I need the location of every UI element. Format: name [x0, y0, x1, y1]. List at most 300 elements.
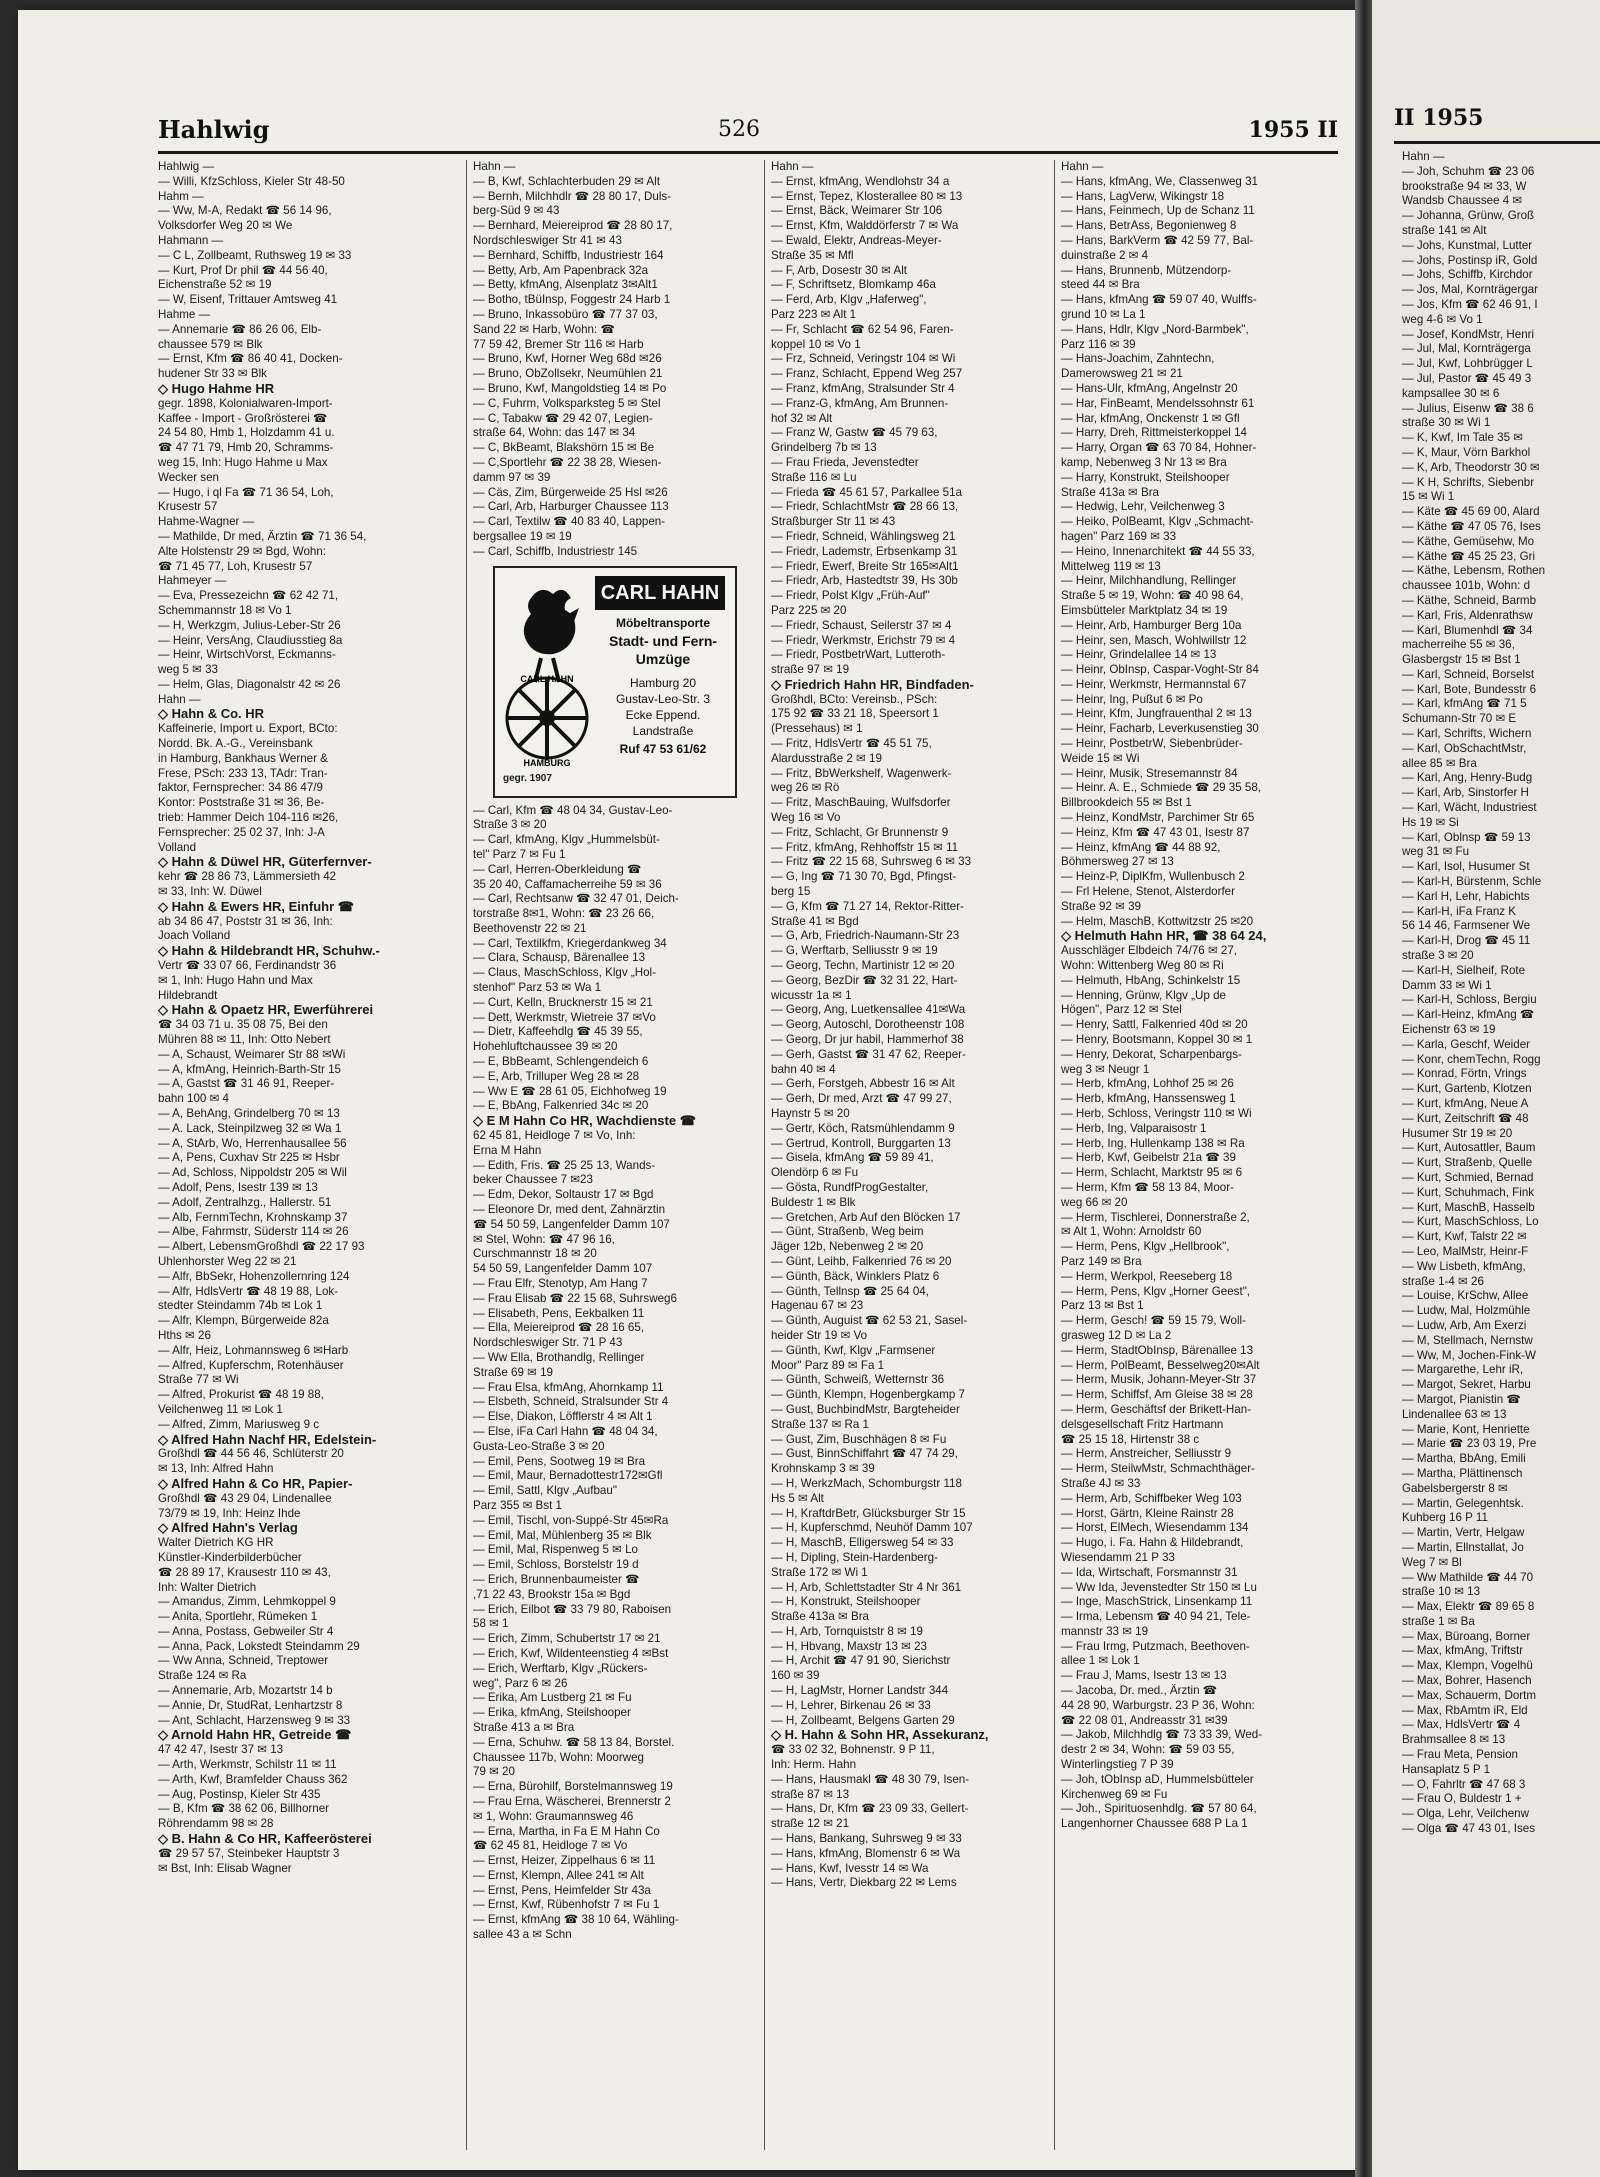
directory-entry-line: weg", Parz 6 ✉ 26 — [473, 1676, 568, 1690]
directory-entry-line: — Herm, PolBeamt, Besselweg20✉Alt — [1061, 1358, 1260, 1372]
directory-entry-line: — Annemarie, Arb, Mozartstr 14 b — [158, 1684, 333, 1698]
directory-entry-line: — Frl Helene, Stenot, Alsterdorfer — [1061, 885, 1235, 899]
directory-entry-line: Parz 13 ✉ Bst 1 — [1061, 1299, 1144, 1313]
directory-entry-line: delsgesellschaft Fritz Hartmann — [1061, 1417, 1224, 1431]
directory-entry-line: Wohn: Wittenberg Weg 80 ✉ Ri — [1061, 959, 1224, 973]
directory-entry-line: — Alfr, Heiz, Lohmannsweg 6 ✉Harb — [158, 1343, 349, 1357]
directory-entry-line: weg 26 ✉ Rö — [771, 781, 840, 795]
directory-entry-line: — Carl, Textilkfm, Kriegerdankweg 34 — [473, 936, 667, 950]
directory-entry-line: Jäger 12b, Nebenweg 2 ✉ 20 — [771, 1240, 924, 1254]
directory-entry-line: Röhrendamm 98 ✉ 28 — [158, 1817, 274, 1831]
directory-entry-line: hof 32 ✉ Alt — [771, 411, 833, 425]
directory-entry-line: — Harry, Dreh, Rittmeisterkoppel 14 — [1061, 426, 1247, 440]
directory-entry-line: — Karl, ObSchachtMstr, — [1402, 741, 1527, 755]
directory-entry-line: — Emil, Sattl, Klgv „Aufbau" — [473, 1484, 617, 1498]
ad-line: Umzüge — [635, 650, 691, 667]
directory-entry-line: ✉ 33, Inh: W. Düwel — [158, 885, 262, 899]
directory-entry-line: stenhof" Parz 53 ✉ Wa 1 — [473, 981, 602, 995]
directory-entry-line: — H, WerkzMach, Schomburgstr 118 — [771, 1476, 962, 1490]
directory-entry-line: faktor, Fernsprecher: 34 86 47/9 — [158, 781, 323, 795]
directory-entry-line: — Heinr, Facharb, Leverkusenstieg 30 — [1061, 722, 1259, 736]
directory-entry-line: 44 28 90, Warburgstr. 23 P 36, Wohn: — [1061, 1698, 1255, 1712]
directory-entry-line: — Fritz, Schlacht, Gr Brunnenstr 9 — [771, 825, 949, 839]
ad-line: Gustav-Leo-Str. 3 — [615, 691, 711, 706]
directory-entry-line: — Carl, kfmAng, Klgv „Hummelsbüt- — [473, 833, 660, 847]
directory-entry-line: — Friedr, PostbetrWart, Lutteroth- — [771, 648, 946, 662]
directory-entry-line: — Herm, Schiffsf, Am Gleise 38 ✉ 28 — [1061, 1388, 1253, 1402]
directory-entry-line: — Gust, Zim, Buschhägen 8 ✉ Fu — [771, 1432, 947, 1446]
directory-entry-line: — Olga, Lehr, Veilchenw — [1402, 1807, 1529, 1821]
directory-entry-line: — A, StArb, Wo, Herrenhausallee 56 — [158, 1136, 347, 1150]
directory-entry-line: — Frau Erna, Wäscherei, Brennerstr 2 — [473, 1794, 671, 1808]
directory-entry-line: — Carl, Schiffb, Industriestr 145 — [473, 544, 638, 558]
directory-entry-line: — Herb, Kwf, Geibelstr 21a ☎ 39 — [1061, 1151, 1236, 1165]
directory-entry-line: — Julius, Eisenw ☎ 38 6 — [1402, 401, 1534, 415]
directory-entry-line: duinstraße 2 ✉ 4 — [1061, 248, 1149, 262]
directory-entry-line: macherreihe 55 ✉ 36, — [1402, 638, 1515, 652]
directory-entry-line: Högen", Parz 12 ✉ Stel — [1061, 1003, 1182, 1017]
directory-entry-line: Husumer Str 19 ✉ 20 — [1402, 1126, 1513, 1140]
directory-entry-line: — Karl-H, Sielheif, Rote — [1402, 963, 1526, 977]
directory-entry-line: — Helm, Glas, Diagonalstr 42 ✉ 26 — [158, 677, 341, 691]
directory-entry-line: — Bruno, ObZollsekr, Neumühlen 21 — [473, 367, 663, 381]
directory-entry-line: ☎ 54 50 59, Langenfelder Damm 107 — [473, 1217, 670, 1231]
directory-entry-line: — Heinr, WirtschVorst, Eckmanns- — [158, 648, 336, 662]
directory-entry-line: — Fr, Schlacht ☎ 62 54 96, Faren- — [771, 322, 954, 336]
directory-entry-line: Hahlwig — — [158, 160, 215, 173]
directory-entry-line: — Franz W, Gastw ☎ 45 79 63, — [771, 426, 938, 440]
directory-entry-line: — Hans, Hausmakl ☎ 48 30 79, Isen- — [771, 1772, 970, 1786]
directory-entry-line: Parz 225 ✉ 20 — [771, 603, 847, 617]
directory-entry-line: — Horst, Gärtn, Kleine Rainstr 28 — [1061, 1506, 1234, 1520]
directory-entry-line: Vertr ☎ 33 07 66, Ferdinandstr 36 — [158, 959, 337, 973]
directory-entry-line: — Franz-G, kfmAng, Am Brunnen- — [771, 396, 949, 410]
directory-entry-line: Hahn — — [1402, 150, 1445, 163]
directory-entry-line: — Helm, MaschB, Kottwitzstr 25 ✉20 — [1061, 914, 1254, 928]
directory-entry-line: — Edm, Dekor, Soltaustr 17 ✉ Bgd — [473, 1188, 654, 1202]
directory-entry-line: — Kurt, Autosattler, Baum — [1402, 1141, 1536, 1155]
directory-entry-line: — Ernst, Klempn, Allee 241 ✉ Alt — [473, 1868, 644, 1882]
directory-entry-line: — Alfr, BbSekr, Hohenzollernring 124 — [158, 1269, 350, 1283]
directory-entry-line: — Erich, Kwf, Wildenteenstieg 4 ✉Bst — [473, 1646, 669, 1660]
directory-entry-line: — Elisabeth, Pens, Eekbalken 11 — [473, 1306, 645, 1320]
directory-entry-line: — Karl-H, Bürstenm, Schle — [1402, 875, 1542, 889]
directory-entry-line: — E, BbAng, Falkenried 34c ✉ 20 — [473, 1099, 649, 1113]
directory-entry-line: 175 92 ☎ 33 21 18, Speersort 1 — [771, 707, 939, 721]
directory-entry-line: — Fritz, HdlsVertr ☎ 45 51 75, — [771, 737, 932, 751]
directory-entry-line: — Margot, Sekret, Harbu — [1402, 1378, 1531, 1392]
directory-entry-line: Hahn — — [158, 692, 201, 706]
directory-entry-line: — Kurt, Zeitschrift ☎ 48 — [1402, 1111, 1529, 1125]
directory-entry-line: Hahmeyer — — [158, 574, 227, 588]
directory-entry-line: Inh: Herm. Hahn — [771, 1758, 857, 1772]
directory-entry-line: — Hans, Hdlr, Klgv „Nord-Barmbek", — [1061, 322, 1249, 336]
directory-entry-line: straße 10 ✉ 13 — [1402, 1585, 1481, 1599]
directory-entry-line: — Heiko, PolBeamt, Klgv „Schmacht- — [1061, 515, 1254, 529]
directory-entry-line: — Horst, ElMech, Wiesendamm 134 — [1061, 1521, 1249, 1535]
directory-entry-line: — H, Archit ☎ 47 91 90, Sierichstr — [771, 1654, 951, 1668]
directory-entry-line: — Margot, Pianistin ☎ — [1402, 1392, 1521, 1406]
directory-entry-line: Großhdl ☎ 44 56 46, Schlüterstr 20 — [158, 1447, 344, 1461]
directory-entry-line: — C L, Zollbeamt, Ruthsweg 19 ✉ 33 — [158, 248, 352, 262]
directory-entry-line: Straße 3 ✉ 20 — [473, 818, 547, 832]
directory-entry-line: — E, Arb, Trilluper Weg 28 ✉ 28 — [473, 1069, 640, 1083]
directory-entry-line: — Ferd, Arb, Klgv „Haferweg", — [771, 293, 927, 307]
directory-entry-line: — Fritz, kfmAng, Rehhoffstr 15 ✉ 11 — [771, 840, 959, 854]
carl-hahn-advertisement — [493, 566, 737, 798]
directory-entry-line: — Annie, Dr, StudRat, Lenhartzstr 8 — [158, 1698, 343, 1712]
directory-entry-line: — Martin, Vertr, Helgaw — [1402, 1526, 1525, 1540]
directory-entry-line: Grindelberg 7b ✉ 13 — [771, 441, 877, 455]
directory-entry-line: — Bruno, Kwf, Mangoldstieg 14 ✉ Po — [473, 381, 667, 395]
directory-entry-line: Krusestr 57 — [158, 500, 218, 514]
directory-entry-line: — Erna, Bürohilf, Borstelmannsweg 19 — [473, 1780, 673, 1794]
directory-entry-line: 79 ✉ 20 — [473, 1765, 515, 1779]
directory-entry-line: — F, Arb, Dosestr 30 ✉ Alt — [771, 263, 908, 277]
directory-entry-line: straße 30 ✉ Wi 1 — [1402, 416, 1491, 430]
directory-entry-line: Straße 413 a ✉ Bra — [473, 1720, 575, 1734]
directory-entry-line: — Friedr, Polst Klgv „Früh-Auf" — [771, 589, 930, 603]
directory-entry-line: — Edith, Fris. ☎ 25 25 13, Wands- — [473, 1158, 656, 1172]
directory-entry-line: Straße 413a ✉ Bra — [1061, 485, 1160, 499]
directory-entry-line: Straße 137 ✉ Ra 1 — [771, 1417, 870, 1431]
directory-entry-line: Straße 172 ✉ Wi 1 — [771, 1565, 868, 1579]
directory-entry-line: — Ww Ella, Brothandlg, Rellinger — [473, 1351, 645, 1364]
directory-entry-line: — Herb, Ing, Hullenkamp 138 ✉ Ra — [1061, 1136, 1245, 1150]
directory-entry-line: ◇ Helmuth Hahn HR, ☎ 38 64 24, — [1061, 929, 1267, 944]
directory-entry-line: Nordd. Bk. A.-G., Vereinsbank — [158, 737, 313, 751]
directory-entry-line: Krohnskamp 3 ✉ 39 — [771, 1462, 875, 1476]
directory-entry-line: — Herm, Pens, Klgv „Hellbrook", — [1061, 1240, 1230, 1254]
directory-entry-line: — Friedr, SchlachtMstr ☎ 28 66 13, — [771, 500, 959, 514]
directory-entry-line: Haynstr 5 ✉ 20 — [771, 1107, 850, 1120]
column-5 — [1402, 150, 1600, 2150]
ad-title: CARL HAHN — [595, 576, 725, 610]
directory-entry-line: — Konr, chemTechn, Rogg — [1402, 1052, 1541, 1066]
directory-entry-line: — Heinr, Ing, Pußut 6 ✉ Po — [1061, 692, 1203, 706]
directory-entry-line: — Harry, Konstrukt, Steilshooper — [1061, 470, 1230, 484]
directory-entry-line: — Karl, Isol, Husumer St — [1402, 860, 1530, 874]
directory-entry-line: Moor" Parz 89 ✉ Fa 1 — [771, 1358, 885, 1372]
directory-entry-line: — Aug, Postinsp, Kieler Str 435 — [158, 1787, 321, 1801]
directory-entry-line: 77 59 42, Bremer Str 116 ✉ Harb — [473, 337, 644, 351]
directory-entry-line: — Ww, M, Jochen-Fink-W — [1402, 1348, 1536, 1362]
directory-entry-line: Kaffee - Import - Großrösterei ☎ — [158, 411, 328, 425]
directory-entry-line: — Martha, BbAng, Emili — [1402, 1452, 1526, 1466]
directory-entry-line: ◇ B. Hahn & Co HR, Kaffeerösterei — [158, 1832, 372, 1847]
directory-entry-line: Hahmann — — [158, 233, 224, 247]
directory-entry-line: ☎ 34 03 71 u. 35 08 75, Bei den — [158, 1018, 328, 1032]
directory-entry-line: — Bernh, Milchhdlr ☎ 28 80 17, Duls- — [473, 189, 672, 203]
directory-entry-line: — Max, HdlsVertr ☎ 4 — [1402, 1718, 1521, 1732]
directory-entry-line: — Friedr, Schaust, Seilerstr 37 ✉ 4 — [771, 618, 952, 632]
directory-entry-line: — Heinr, PostbetrW, Siebenbrüder- — [1061, 737, 1243, 751]
directory-entry-line: — Kurt, MaschSchloss, Lo — [1402, 1215, 1539, 1229]
directory-entry-line: — Hans, LagVerw, Wikingstr 18 — [1061, 189, 1225, 203]
directory-entry-line: — Ww Mathilde ☎ 44 70 — [1402, 1570, 1534, 1584]
directory-entry-line: ◇ Alfred Hahn Nachf HR, Edelstein- — [158, 1432, 377, 1447]
directory-entry-line: — Franz, Schlacht, Eppend Weg 257 — [771, 367, 963, 381]
directory-entry-line: gegr. 1898, Kolonialwaren-Import- — [158, 396, 333, 410]
directory-entry-line: — Karl, Oblnsp ☎ 59 13 — [1402, 830, 1531, 844]
directory-entry-line: — Carl, Herren-Oberkleidung ☎ — [473, 862, 642, 876]
directory-entry-line: Straße 41 ✉ Bgd — [771, 914, 859, 928]
directory-entry-line: — Georg, Dr jur habil, Hammerhof 38 — [771, 1033, 964, 1047]
directory-entry-line: — Franz, kfmAng, Stralsunder Str 4 — [771, 381, 955, 395]
directory-entry-line: — Max, Klempn, Vogelhü — [1402, 1659, 1533, 1673]
directory-entry-line: Chaussee 117b, Wohn: Moorweg — [473, 1750, 645, 1764]
directory-entry-line: — Herm, Gesch! ☎ 59 15 79, Woll- — [1061, 1314, 1246, 1328]
directory-entry-line: — O, Fahrltr ☎ 47 68 3 — [1402, 1777, 1526, 1791]
directory-entry-line: — Erika, Am Lustberg 21 ✉ Fu — [473, 1691, 632, 1705]
directory-entry-line: — Jul, Pastor ☎ 45 49 3 — [1402, 371, 1532, 385]
directory-entry-line: — Alfr, Klempn, Bürgerweide 82a — [158, 1314, 329, 1328]
directory-entry-line: — Ella, Meiereiprod ☎ 28 16 65, — [473, 1321, 645, 1335]
directory-entry-line: — Willi, KfzSchloss, Kieler Str 48-50 — [158, 174, 345, 188]
directory-entry-line: 47 42 47, Isestr 37 ✉ 13 — [158, 1743, 284, 1757]
directory-entry-line: — Georg, BezDir ☎ 32 31 22, Hart- — [771, 973, 958, 987]
directory-entry-line: — Elsbeth, Schneid, Stralsunder Str 4 — [473, 1395, 669, 1409]
directory-entry-line: — Annemarie ☎ 86 26 06, Elb- — [158, 322, 322, 336]
directory-entry-line: Sand 22 ✉ Harb, Wohn: ☎ — [473, 322, 615, 336]
directory-entry-line: wicusstr 1a ✉ 1 — [771, 988, 852, 1002]
svg-text:CARL HAHN: CARL HAHN — [520, 673, 574, 684]
directory-entry-line: — Ernst, Kfm ☎ 86 40 41, Docken- — [158, 352, 343, 366]
directory-entry-line: ☎ 25 15 18, Hirtenstr 38 c — [1061, 1432, 1200, 1446]
column-1 — [158, 160, 458, 2150]
directory-entry-line: — Herm, Pens, Klgv „Horner Geest", — [1061, 1284, 1251, 1298]
directory-entry-line: — Ernst, Tepez, Klosterallee 80 ✉ 13 — [771, 189, 963, 203]
directory-entry-line: — Herb, Ing, Valparaisostr 1 — [1061, 1121, 1207, 1135]
directory-entry-line: — Alfr, HdlsVertr ☎ 48 19 88, Lok- — [158, 1284, 339, 1298]
directory-entry-line: — Emil, Pens, Sootweg 19 ✉ Bra — [473, 1454, 646, 1468]
directory-entry-line: — Emil, Maur, Bernadottestr172✉Gfl — [473, 1469, 663, 1483]
directory-entry-line: — Karl, Arb, Sinstorfer H — [1402, 786, 1529, 800]
directory-entry-line: — Betty, Arb, Am Papenbrack 32a — [473, 263, 649, 277]
directory-entry-line: Hildebrandt — [158, 988, 218, 1002]
directory-entry-line: ◇ Hahn & Co. HR — [158, 707, 265, 722]
directory-entry-line: — Herm, Schlacht, Marktstr 95 ✉ 6 — [1061, 1166, 1243, 1180]
directory-entry-line: — A, Pens, Cuxhav Str 225 ✉ Hsbr — [158, 1151, 340, 1165]
next-page-partial — [1372, 0, 1600, 2177]
directory-entry-line: — Gerh, Gastst ☎ 31 47 62, Reeper- — [771, 1047, 966, 1061]
directory-entry-line: — Käte ☎ 45 69 00, Alard — [1402, 505, 1540, 519]
directory-entry-line: — Carl, Textilw ☎ 40 83 40, Lappen- — [473, 515, 666, 529]
directory-entry-line: — Hans, Brunnenb, Mützendorp- — [1061, 263, 1232, 277]
directory-entry-line: Erna M Hahn — [473, 1143, 542, 1157]
directory-entry-line: — Carl, Arb, Harburger Chaussee 113 — [473, 500, 669, 514]
directory-entry-line: — B, Kwf, Schlachterbuden 29 ✉ Alt — [473, 174, 660, 188]
directory-entry-line: — Günt, Leihb, Falkenried 76 ✉ 20 — [771, 1254, 952, 1268]
directory-entry-line: — Gertrud, Kontroll, Burggarten 13 — [771, 1136, 951, 1150]
directory-entry-line: — Ww E ☎ 28 61 05, Eichhofweg 19 — [473, 1084, 667, 1098]
directory-entry-line: — B, Kfm ☎ 38 62 06, Billhorner — [158, 1802, 330, 1816]
directory-entry-line: Volland — [158, 840, 197, 854]
directory-entry-line: Nordschleswiger Str. 71 P 43 — [473, 1336, 623, 1350]
directory-entry-line: — Günth, Auguist ☎ 62 53 21, Sasel- — [771, 1314, 968, 1328]
directory-entry-line: — Gretchen, Arb Auf den Blöcken 17 — [771, 1210, 961, 1224]
directory-entry-line: 24 54 80, Hmb 1, Holzdamm 41 u. — [158, 426, 335, 440]
directory-entry-line: — Amandus, Zimm, Lehmkoppel 9 — [158, 1595, 336, 1609]
directory-entry-line: ◇ Friedrich Hahn HR, Bindfaden- — [771, 677, 974, 692]
directory-entry-line: — Martin, Ellnstallat, Jo — [1402, 1540, 1524, 1554]
column-2 — [466, 160, 763, 2150]
directory-entry-line: — H, Kupferschmd, Neuhöf Damm 107 — [771, 1521, 973, 1535]
directory-entry-line: — Jul, Kwf, Lohbrügger L — [1402, 357, 1533, 371]
directory-entry-line: — Karl, Ang, Henry-Budg — [1402, 771, 1533, 785]
directory-entry-line: — Frau Elisab ☎ 22 15 68, Suhrsweg6 — [473, 1291, 677, 1305]
directory-entry-line: — Erich, Werftarb, Klgv „Rückers- — [473, 1661, 648, 1675]
directory-entry-line: — Marie ☎ 23 03 19, Pre — [1402, 1437, 1537, 1451]
directory-entry-line: Olendörp 6 ✉ Fu — [771, 1166, 859, 1180]
directory-entry-line: — Friedr, Lademstr, Erbsenkamp 31 — [771, 544, 958, 558]
directory-entry-line: Parz 116 ✉ 39 — [1061, 337, 1136, 351]
directory-entry-line: — Gertr, Köch, Ratsmühlendamm 9 — [771, 1121, 955, 1135]
directory-entry-line: ◇ Hugo Hahme HR — [158, 381, 275, 396]
directory-entry-line: — Joh, tObInsp aD, Hummelsbütteler — [1061, 1772, 1254, 1786]
directory-entry-line: hudener Str 33 ✉ Blk — [158, 367, 267, 381]
directory-entry-line: Eichenstraße 52 ✉ 19 — [158, 278, 272, 292]
directory-entry-line: — Eleonore Dr, med dent, Zahnärztin — [473, 1203, 666, 1217]
directory-entry-line: — Arth, Kwf, Bramfelder Chauss 362 — [158, 1772, 348, 1786]
next-page-header: II 1955 — [1394, 105, 1600, 144]
directory-entry-line: Veilchenweg 11 ✉ Lok 1 — [158, 1402, 283, 1416]
directory-entry-line: grund 10 ✉ La 1 — [1061, 307, 1146, 321]
directory-entry-line: weg 3 ✉ Neugr 1 — [1061, 1062, 1150, 1076]
directory-entry-line: — Herb, kfmAng, Hanssensweg 1 — [1061, 1092, 1236, 1106]
directory-entry-line: — Karl, Fris, Aldenrathsw — [1402, 608, 1533, 622]
ad-line: Möbeltransporte — [615, 615, 710, 630]
directory-entry-line: weg 5 ✉ 33 — [158, 663, 218, 677]
directory-page — [18, 10, 1358, 2170]
directory-entry-line: — Käthe, Lebensm, Rothen — [1402, 564, 1546, 578]
directory-entry-line: Alte Holstenstr 29 ✉ Bgd, Wohn: — [158, 544, 327, 558]
directory-entry-line: 15 ✉ Wi 1 — [1402, 490, 1455, 504]
directory-entry-line: — Herm, Geschäftsf der Brikett-Han- — [1061, 1402, 1252, 1416]
directory-entry-line: ✉ 1, Inh: Hugo Hahn und Max — [158, 973, 313, 987]
directory-entry-line: Mittelweg 119 ✉ 13 — [1061, 559, 1161, 573]
directory-entry-line: — Karl, Schrifts, Wichern — [1402, 727, 1532, 741]
directory-entry-line: — Leo, MalMstr, Heinr-F — [1402, 1244, 1529, 1258]
directory-entry-line: Schumann-Str 70 ✉ E — [1402, 712, 1517, 726]
directory-entry-line: Beethovenstr 22 ✉ 21 — [473, 921, 587, 935]
directory-entry-line: Kontor: Poststraße 31 ✉ 36, Be- — [158, 796, 325, 810]
directory-entry-line: — A. Lack, Steinpilzweg 32 ✉ Wa 1 — [158, 1121, 342, 1135]
directory-entry-line: 160 ✉ 39 — [771, 1669, 820, 1683]
directory-entry-line: Langenhorner Chaussee 688 P La 1 — [1061, 1817, 1248, 1831]
directory-entry-line: — Kurt, Kwf, Talstr 22 ✉ — [1402, 1230, 1527, 1244]
directory-entry-line: — Clara, Schausp, Bärenallee 13 — [473, 951, 646, 965]
book-spine-fold — [1355, 0, 1373, 2177]
directory-entry-line: — Herm, Werkpol, Reeseberg 18 — [1061, 1269, 1233, 1283]
directory-entry-line: — Heinr, VersAng, Claudiusstieg 8a — [158, 633, 343, 647]
ad-line: Ecke Eppend. — [625, 707, 701, 722]
header-keyword: Hahlwig — [158, 115, 270, 144]
directory-entry-line: Straße 4J ✉ 33 — [1061, 1476, 1141, 1490]
directory-entry-line: — Ant, Schlacht, Harzensweg 9 ✉ 33 — [158, 1713, 351, 1727]
directory-entry-line: — Friedr, Ewerf, Breite Str 165✉Alt1 — [771, 559, 959, 573]
directory-entry-line: — Gust, BinnSchiffahrt ☎ 47 74 29, — [771, 1447, 958, 1461]
directory-entry-line: — Heinr, Grindelallee 14 ✉ 13 — [1061, 648, 1217, 662]
directory-entry-line: — Carl, Kfm ☎ 48 04 34, Gustav-Leo- — [473, 803, 673, 817]
directory-entry-line: — Georg, Autoschl, Dorotheenstr 108 — [771, 1018, 965, 1032]
directory-entry-line: ☎ 28 89 17, Krausestr 110 ✉ 43, — [158, 1565, 331, 1579]
directory-entry-line: Parz 355 ✉ Bst 1 — [473, 1498, 562, 1512]
directory-entry-line: — Fritz, BbWerkshelf, Wagenwerk- — [771, 766, 952, 780]
directory-entry-line: Eichenstr 63 ✉ 19 — [1402, 1023, 1496, 1037]
directory-entry-line: — Kurt, Schuhmach, Fink — [1402, 1185, 1535, 1199]
directory-entry-line: — Har, FinBeamt, Mendelssohnstr 61 — [1061, 396, 1255, 410]
directory-entry-line: Straße 124 ✉ Ra — [158, 1669, 247, 1683]
directory-entry-line: — Max, Bohrer, Hasench — [1402, 1674, 1532, 1688]
directory-entry-line: ◇ Alfred Hahn's Verlag — [158, 1521, 298, 1536]
directory-entry-line: Kuhberg 16 P 11 — [1402, 1511, 1488, 1525]
directory-entry-line: straße 12 ✉ 21 — [771, 1817, 850, 1831]
directory-entry-line: — Eva, Pressezeichn ☎ 62 42 71, — [158, 589, 339, 603]
directory-entry-line: — C, Tabakw ☎ 29 42 07, Legien- — [473, 411, 653, 425]
directory-entry-line: — Joh, Schuhm ☎ 23 06 — [1402, 164, 1535, 178]
directory-entry-line: Parz 149 ✉ Bra — [1061, 1254, 1142, 1268]
directory-entry-line: — Hans-Joachim, Zahntechn, — [1061, 352, 1215, 366]
directory-entry-line: — Johs, Schiffb, Kirchdor — [1402, 268, 1533, 282]
directory-entry-line: destr 2 ✉ 34, Wohn: ☎ 59 03 55, — [1061, 1743, 1235, 1757]
directory-entry-line: straße 3 ✉ 20 — [1402, 949, 1474, 963]
directory-entry-line: — Herm, Musik, Johann-Meyer-Str 37 — [1061, 1373, 1257, 1387]
directory-entry-line: — Henry, Sattl, Falkenried 40d ✉ 20 — [1061, 1018, 1248, 1032]
directory-entry-line: — Günth, Klempn, Hogenbergkamp 7 — [771, 1388, 965, 1402]
directory-entry-line: Hahn — — [1061, 160, 1104, 173]
directory-entry-line: Straßburger Str 11 ✉ 43 — [771, 515, 896, 529]
directory-entry-line: — Alfred, Prokurist ☎ 48 19 88, — [158, 1388, 324, 1402]
directory-entry-line: Wiesendamm 21 P 33 — [1061, 1550, 1175, 1564]
directory-entry-line: Weide 15 ✉ Wi — [1061, 751, 1140, 765]
directory-entry-line: — Kurt, Prof Dr phil ☎ 44 56 40, — [158, 263, 328, 277]
directory-entry-line: — H, Werkzgm, Julius-Leber-Str 26 — [158, 618, 341, 632]
directory-entry-line: berg-Süd 9 ✉ 43 — [473, 204, 560, 218]
directory-entry-line: straße 141 ✉ Alt — [1402, 223, 1487, 237]
directory-entry-line: — Helmuth, HbAng, Schinkelstr 15 — [1061, 973, 1241, 987]
directory-entry-line: ◇ Alfred Hahn & Co HR, Papier- — [158, 1476, 353, 1491]
directory-entry-line: — Ludw, Arb, Am Exerzi — [1402, 1318, 1527, 1332]
directory-entry-line: — Friedr, Werkmstr, Erichstr 79 ✉ 4 — [771, 633, 956, 647]
directory-entry-line: Billbrookdeich 55 ✉ Bst 1 — [1061, 796, 1192, 810]
directory-entry-line: straße 87 ✉ 13 — [771, 1787, 850, 1801]
directory-entry-line: — Claus, MaschSchloss, Klgv „Hol- — [473, 966, 656, 980]
directory-entry-line: 73/79 ✉ 19, Inh: Heinz Ihde — [158, 1506, 301, 1520]
directory-entry-line: in Hamburg, Bankhaus Werner & — [158, 751, 328, 765]
directory-entry-line: — Emil, Mal, Mühlenberg 35 ✉ Blk — [473, 1528, 652, 1542]
ad-line: Landstraße — [632, 723, 694, 738]
directory-entry-line: — Betty, kfmAng, Alsenplatz 3✉Alt1 — [473, 278, 658, 292]
directory-entry-line: — F, Schriftsetz, Blomkamp 46a — [771, 278, 936, 292]
directory-entry-line: — Gösta, RundfProgGestalter, — [771, 1180, 929, 1194]
directory-entry-line: koppel 10 ✉ Vo 1 — [771, 337, 861, 351]
directory-entry-line: ✉ Bst, Inh: Elisab Wagner — [158, 1861, 292, 1875]
directory-entry-line: Hohehluftchaussee 39 ✉ 20 — [473, 1040, 618, 1054]
directory-entry-line: — Kurt, Straßenb, Quelle — [1402, 1156, 1533, 1170]
directory-entry-line: ◇ Hahn & Ewers HR, Einfuhr ☎ — [158, 899, 354, 914]
directory-entry-line: Straße 413a ✉ Bra — [771, 1610, 870, 1624]
directory-entry-line: — Botho, tBüInsp, Foggestr 24 Harb 1 — [473, 293, 671, 307]
directory-entry-line: — Emil, Tischl, von-Suppé-Str 45✉Ra — [473, 1513, 669, 1527]
directory-entry-line: — Ww Ida, Jevenstedter Str 150 ✉ Lu — [1061, 1580, 1257, 1594]
directory-entry-line: kampsallee 30 ✉ 6 — [1402, 386, 1500, 400]
directory-entry-line: Hs 5 ✉ Alt — [771, 1491, 824, 1505]
directory-entry-line: Straße 69 ✉ 19 — [473, 1365, 553, 1379]
directory-entry-line: — Else, iFa Carl Hahn ☎ 48 04 34, — [473, 1424, 658, 1438]
directory-entry-line: — Max, kfmAng, Triftstr — [1402, 1644, 1524, 1658]
directory-entry-line: Hahm — — [158, 189, 204, 203]
